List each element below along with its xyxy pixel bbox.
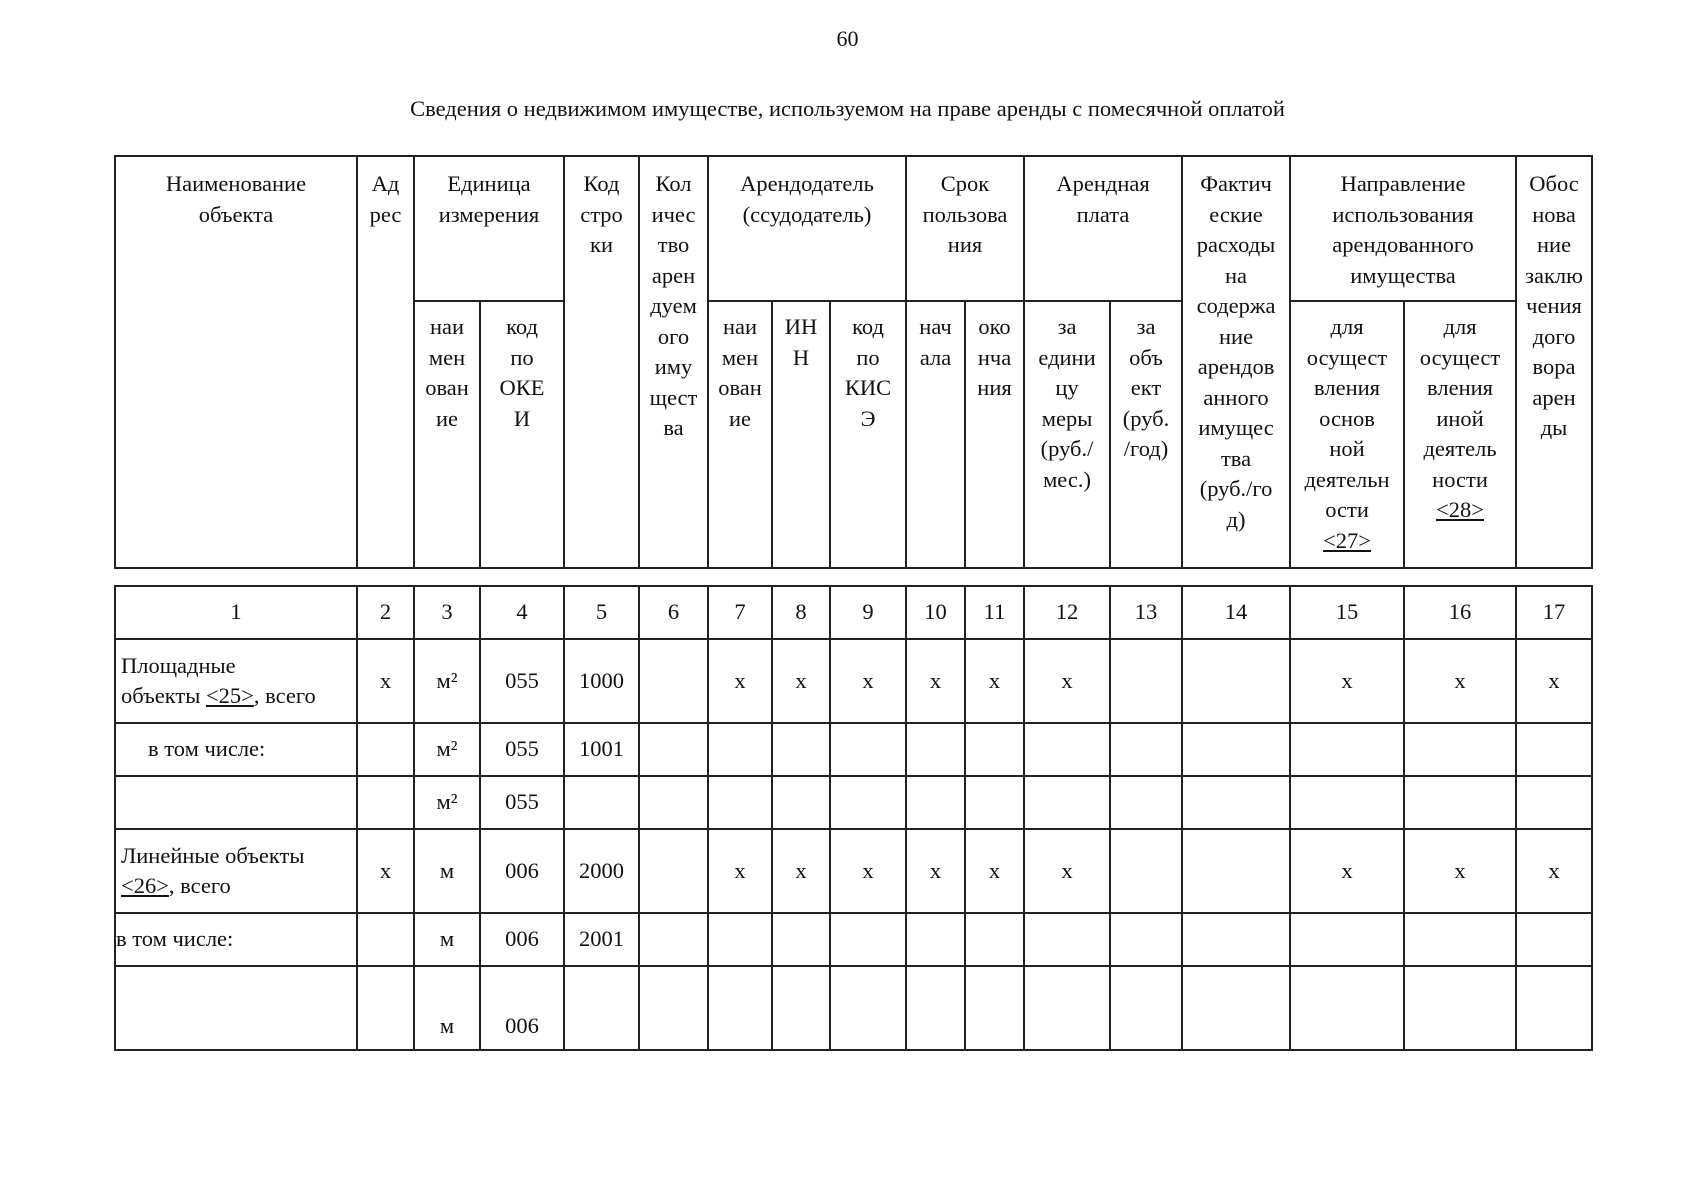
table-cell: [357, 966, 414, 1050]
header-quantity: Кол ичес тво арен дуем ого иму щест ва: [639, 156, 708, 568]
header-rent: Арендная плата: [1024, 156, 1182, 301]
table-cell: [830, 966, 906, 1050]
table-cell: x: [1290, 639, 1404, 723]
table-cell: [1404, 723, 1516, 776]
table-cell: [708, 723, 772, 776]
table-cell: [1290, 913, 1404, 966]
header-unit-code: код по ОКЕ И: [480, 301, 564, 568]
table-cell: [639, 776, 708, 829]
table-cell: [357, 776, 414, 829]
table-cell: м²: [414, 639, 480, 723]
table-cell: x: [1404, 829, 1516, 913]
header-rent-object: за объ ект (руб. /год): [1110, 301, 1182, 568]
footnote-ref-25[interactable]: <25>: [205, 683, 254, 708]
table-cell: [830, 723, 906, 776]
header-table: [114, 155, 1593, 569]
table-cell: [1182, 776, 1290, 829]
table-cell: [708, 776, 772, 829]
table-cell: x: [357, 829, 414, 913]
table-cell: [1290, 966, 1404, 1050]
header-address: Ад рес: [357, 156, 414, 568]
table-cell: 006: [480, 966, 564, 1050]
table-cell: x: [1290, 829, 1404, 913]
table-cell: [708, 913, 772, 966]
table-cell: [1404, 966, 1516, 1050]
table-cell: [639, 723, 708, 776]
table-cell: [708, 966, 772, 1050]
column-number: 15: [1290, 586, 1404, 639]
header-actual-expenses: Фактич еские расходы на содержа ние арендов анного имущес тва (руб./го д): [1182, 156, 1290, 568]
row-name: Линейные объекты <26>, всего: [115, 829, 357, 913]
column-number: 11: [965, 586, 1024, 639]
table-cell: [1182, 639, 1290, 723]
table-cell: [639, 913, 708, 966]
table-cell: [830, 776, 906, 829]
table-cell: м: [414, 913, 480, 966]
table-cell: x: [708, 639, 772, 723]
table-cell: [1024, 913, 1110, 966]
header-unit-name: наи мен ован ие: [414, 301, 480, 568]
table-cell: [772, 776, 830, 829]
table-cell: [906, 966, 965, 1050]
header-object-name: Наименование объекта: [115, 156, 357, 568]
table-cell: [1516, 776, 1592, 829]
header-basis: Обос нова ние заклю чения дого вора арен ды: [1516, 156, 1592, 568]
row-name: [115, 776, 357, 829]
table-cell: 1000: [564, 639, 639, 723]
table-row-area-total: [115, 639, 1592, 723]
header-lessor-name: наи мен ован ие: [708, 301, 772, 568]
footnote-ref-28[interactable]: <28>: [1436, 497, 1484, 522]
column-number: 9: [830, 586, 906, 639]
table-cell: [830, 913, 906, 966]
table-cell: [1290, 776, 1404, 829]
table-cell: [1182, 829, 1290, 913]
table-cell: [1182, 913, 1290, 966]
table-cell: [1182, 966, 1290, 1050]
table-cell: [772, 966, 830, 1050]
table-cell: [965, 913, 1024, 966]
header-unit: Единица измерения: [414, 156, 564, 301]
table-row-area-including: [115, 723, 1592, 776]
column-number: 13: [1110, 586, 1182, 639]
table-cell: x: [1024, 639, 1110, 723]
table-cell: [1290, 723, 1404, 776]
table-cell: 055: [480, 639, 564, 723]
table-cell: x: [830, 639, 906, 723]
table-cell: [965, 776, 1024, 829]
table-row-linear-including: [115, 913, 1592, 966]
table-cell: [1404, 776, 1516, 829]
table-cell: x: [357, 639, 414, 723]
table-cell: [639, 966, 708, 1050]
header-lessor-inn: ИН Н: [772, 301, 830, 568]
column-number: 2: [357, 586, 414, 639]
data-table: [114, 585, 1593, 1051]
table-cell: [357, 913, 414, 966]
column-number: 14: [1182, 586, 1290, 639]
table-cell: 006: [480, 829, 564, 913]
column-number-row: [115, 586, 1592, 639]
column-number: 10: [906, 586, 965, 639]
row-name: Площадные объекты <25>, всего: [115, 639, 357, 723]
row-name: в том числе:: [115, 723, 357, 776]
table-cell: [1024, 723, 1110, 776]
table-cell: [906, 723, 965, 776]
column-number: 1: [115, 586, 357, 639]
header-lessor: Арендодатель (ссудодатель): [708, 156, 906, 301]
table-cell: x: [906, 639, 965, 723]
table-cell: м²: [414, 723, 480, 776]
column-number: 12: [1024, 586, 1110, 639]
table-cell: [639, 639, 708, 723]
table-cell: x: [906, 829, 965, 913]
header-term: Срок пользова ния: [906, 156, 1024, 301]
table-cell: x: [1404, 639, 1516, 723]
table-cell: [1404, 913, 1516, 966]
table-cell: x: [1516, 639, 1592, 723]
footnote-ref-26[interactable]: <26>: [121, 873, 169, 898]
table-cell: [906, 776, 965, 829]
column-number: 6: [639, 586, 708, 639]
table-cell: x: [965, 639, 1024, 723]
table-row-area-item: [115, 776, 1592, 829]
table-cell: [1110, 829, 1182, 913]
table-cell: [639, 829, 708, 913]
table-cell: x: [772, 829, 830, 913]
column-number: 4: [480, 586, 564, 639]
table-cell: [564, 776, 639, 829]
header-term-end: око нча ния: [965, 301, 1024, 568]
header-lessor-kise: код по КИС Э: [830, 301, 906, 568]
table-cell: x: [772, 639, 830, 723]
column-number: 16: [1404, 586, 1516, 639]
footnote-ref-27[interactable]: <27>: [1323, 527, 1371, 553]
table-cell: [1516, 966, 1592, 1050]
table-cell: [357, 723, 414, 776]
header-line-code: Код стро ки: [564, 156, 639, 568]
table-cell: 2000: [564, 829, 639, 913]
table-cell: [772, 723, 830, 776]
table-cell: x: [708, 829, 772, 913]
table-cell: м²: [414, 776, 480, 829]
header-direction: Направление использования арендованного имущества: [1290, 156, 1516, 301]
table-cell: x: [1516, 829, 1592, 913]
table-cell: [1110, 966, 1182, 1050]
table-row-linear-item: [115, 966, 1592, 1050]
table-cell: [1516, 723, 1592, 776]
table-row-linear-total: [115, 829, 1592, 913]
table-cell: 055: [480, 723, 564, 776]
table-cell: x: [965, 829, 1024, 913]
table-cell: [906, 913, 965, 966]
column-number: 8: [772, 586, 830, 639]
table-cell: [772, 913, 830, 966]
row-name: в том числе:: [115, 913, 357, 966]
header-direction-other: для осущест вления иной деятель ности <28>: [1404, 301, 1516, 568]
row-name: [115, 966, 357, 1050]
table-cell: [1516, 913, 1592, 966]
table-cell: 1001: [564, 723, 639, 776]
header-term-start: нач ала: [906, 301, 965, 568]
table-cell: [965, 966, 1024, 1050]
table-cell: [1110, 639, 1182, 723]
column-number: 7: [708, 586, 772, 639]
page-number: 60: [836, 26, 859, 51]
document-title: Сведения о недвижимом имуществе, используемом на праве аренды с помесячной оплатой: [410, 96, 1285, 121]
header-direction-main: для осущест вления основ ной деятельн ости <27>: [1290, 301, 1404, 568]
column-number: 3: [414, 586, 480, 639]
header-rent-unit: за едини цу меры (руб./ мес.): [1024, 301, 1110, 568]
table-cell: [965, 723, 1024, 776]
column-number: 5: [564, 586, 639, 639]
table-cell: [564, 966, 639, 1050]
table-cell: [1024, 966, 1110, 1050]
table-cell: [1110, 723, 1182, 776]
column-number: 17: [1516, 586, 1592, 639]
table-cell: x: [1024, 829, 1110, 913]
table-cell: [1110, 776, 1182, 829]
table-cell: [1024, 776, 1110, 829]
table-cell: [1110, 913, 1182, 966]
table-cell: 055: [480, 776, 564, 829]
table-cell: [1182, 723, 1290, 776]
table-cell: 2001: [564, 913, 639, 966]
table-cell: 006: [480, 913, 564, 966]
table-cell: x: [830, 829, 906, 913]
table-cell: м: [414, 966, 480, 1050]
table-cell: м: [414, 829, 480, 913]
